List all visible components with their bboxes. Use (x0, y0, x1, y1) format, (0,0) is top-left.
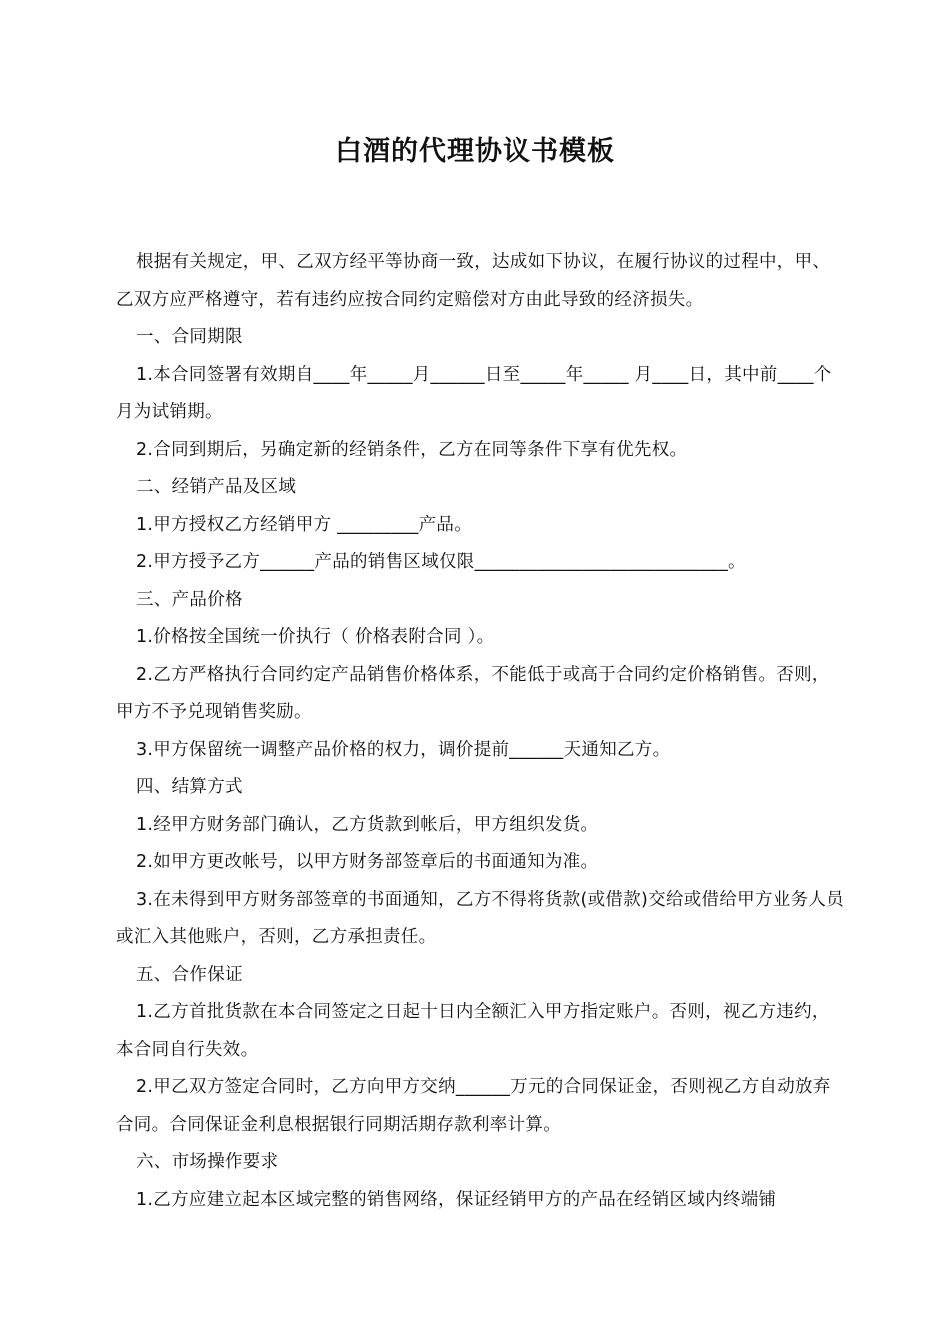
section-heading-market: 六、市场操作要求 (136, 1152, 279, 1172)
section-heading-term: 一、合同期限 (136, 327, 243, 347)
clause-guarantee-1: 1.乙方首批货款在本合同签定之日起十日内全额汇入甲方指定账户。否则，视乙方违约，本合同自行失效。 (116, 1002, 830, 1060)
intro-paragraph: 根据有关规定，甲、乙双方经平等协商一致，达成如下协议，在履行协议的过程中，甲、乙双方应严格遵守，若有违约应按合同约定赔偿对方由此导致的经济损失。 (116, 252, 831, 310)
clause-term-2: 2.合同到期后，另确定新的经销条件，乙方在同等条件下享有优先权。 (136, 439, 688, 460)
clause-settlement-1: 1.经甲方财务部门确认，乙方货款到帐后，甲方组织发货。 (136, 814, 599, 835)
clause-market-1: 1.乙方应建立起本区域完整的销售网络，保证经销甲方的产品在经销区域内终端铺 (136, 1189, 777, 1210)
clause-products-2: 2.甲方授予乙方______产品的销售区域仅限____________________________。 (136, 552, 746, 572)
section-heading-guarantee: 五、合作保证 (136, 964, 243, 985)
clause-products-1: 1.甲方授权乙方经销甲方 _________产品。 (136, 514, 473, 535)
clause-price-2: 2.乙方严格执行合同约定产品销售价格体系，不能低于或高于合同约定价格销售。否则，甲方不予兑现销售奖励。 (116, 664, 830, 722)
section-heading-products: 二、经销产品及区域 (136, 477, 297, 497)
document-body (116, 244, 846, 1219)
clause-settlement-2: 2.如甲方更改帐号，以甲方财务部签章后的书面通知为准。 (136, 852, 599, 872)
clause-price-3: 3.甲方保留统一调整产品价格的权力，调价提前______天通知乙方。 (136, 739, 671, 760)
clause-price-1: 1.价格按全国统一价执行（ 价格表附合同 ）。 (136, 627, 495, 647)
clause-term-1: 1.本合同签署有效期自____年_____月______日至_____年_____ 月____日，其中前____个月为试销期。 (116, 364, 832, 422)
document-title: 白酒的代理协议书模板 (335, 136, 615, 167)
clause-guarantee-2: 2.甲乙双方签定合同时，乙方向甲方交纳______万元的合同保证金，否则视乙方自动放弃合同。合同保证金利息根据银行同期活期存款利率计算。 (116, 1077, 831, 1135)
section-heading-settlement: 四、结算方式 (136, 777, 243, 797)
section-heading-price: 三、产品价格 (136, 589, 243, 610)
clause-settlement-3: 3.在未得到甲方财务部签章的书面通知，乙方不得将货款(或借款)交给或借给甲方业务人员或汇入其他账户，否则，乙方承担责任。 (116, 889, 844, 947)
